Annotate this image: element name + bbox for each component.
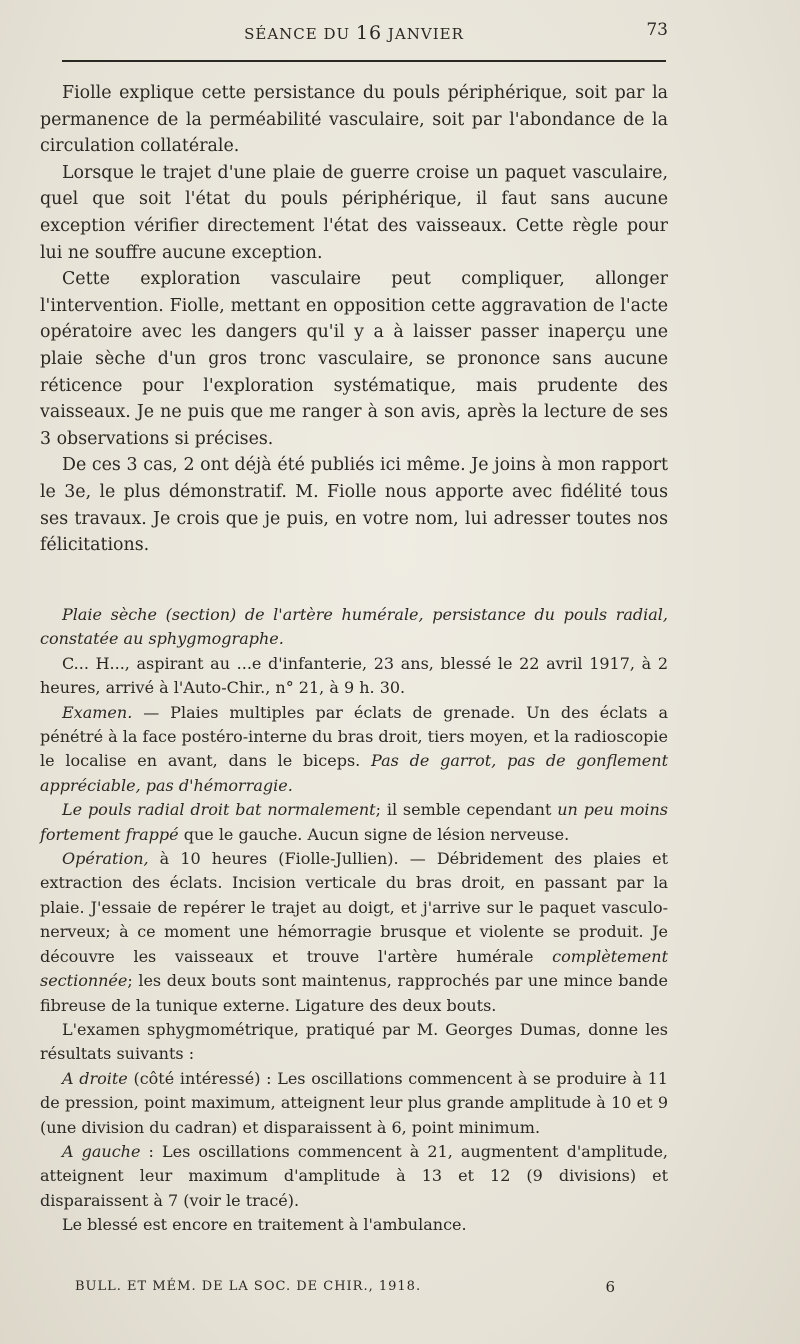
header-rule [62,60,666,62]
running-header [40,18,668,44]
case-identity: C... H..., aspirant au ...e d'infanterie, 23 ans, blessé le 22 avril 1917, à 2 heures, arrivé à l'Auto-Chir., n° 21, à 9 h. 30. [40,653,668,698]
case-report [40,603,668,1238]
paragraph: De ces 3 cas, 2 ont déjà été publiés ici même. Je joins à mon rapport le 3e, le plus démonstratif. M. Fiolle nous apporte avec fidélité tous ses travaux. Je crois que je puis, en votre nom, lui adresser toutes nos félicitations. [40,455,668,556]
pulse-text-1: ; il semble cependant [375,800,558,820]
paragraph: Cette exploration vasculaire peut compliquer, allonger l'intervention. Fiolle, mettant en opposition cette aggravation de l'acte opératoire avec les dangers qu'il y a à laisser passer inaperçu une plaie sèche d'un gros tronc vasculaire, se prononce sans aucune réticence pour l'exploration systématique, mais prudente des vaisseaux. Je ne puis que me ranger à son avis, après la lecture de ses 3 observations si précises. [40,269,668,449]
op-italic: complètement sectionnée [40,946,668,991]
case-sphygmo: L'examen sphygmométrique, pratiqué par M. Georges Dumas, donne les résultats suivants : [40,1019,668,1064]
op-label: Opération, [62,849,149,869]
pulse-text-2: que le gauche. Aucun signe de lésion nerveuse. [178,824,570,844]
footer-journal: BULL. ET MÉM. DE LA SOC. DE CHIR., 1918. [75,1279,422,1294]
header-title-pre: SÉANCE DU [244,25,356,43]
right-label: A droite [62,1068,128,1088]
op-text-2: ; les deux bouts sont maintenus, rapprochés par une mince bande fibreuse de la tunique externe. Ligature des deux bouts. [40,971,668,1015]
case-pulse [40,798,668,847]
op-text-1: à 10 heures (Fiolle-Jullien). — Débridement des plaies et extraction des éclats. Incision verticale du bras droit, en passant par la plaie. J'essaie de repérer le trajet au doigt, et j'arrive sur le paquet vasculo-nerveux; à ce moment une hémorragie brusque et violente se produit. Je découvre les vaisseaux et trouve l'artère humérale [40,849,668,966]
case-closing: Le blessé est encore en traitement à l'ambulance. [62,1215,467,1235]
page-footer [75,1279,635,1299]
paragraph: Fiolle explique cette persistance du pouls périphérique, soit par la permanence de la perméabilité vasculaire, soit par l'abondance de la circulation collatérale. [40,83,668,157]
left-label: A gauche [62,1141,141,1161]
pulse-italic-1: Le pouls radial droit bat normalement [62,800,376,820]
paragraph: Lorsque le trajet d'une plaie de guerre croise un paquet vasculaire, quel que soit l'état du pouls périphérique, il faut sans aucune exception vérifier directement l'état des vaisseaux. Cette règle pour lui ne souffre aucune exception. [40,162,668,263]
exam-italic: Pas de garrot, pas de gonflement appréciable, pas d'hémorragie. [40,751,668,795]
case-title: Plaie sèche (section) de l'artère humérale, persistance du pouls radial, constatée au sphygmographe. [40,605,668,649]
header-title [40,22,668,44]
pulse-italic-2: un peu moins fortement frappé [40,800,669,844]
right-text: (côté intéressé) : Les oscillations commencent à se produire à 11 de pression, point maximum, atteignent leur plus grande amplitude à 10 et 9 (une division du cadran) et disparaissent à 6, point minimum. [40,1068,668,1137]
case-left [40,1140,668,1213]
left-text: : Les oscillations commencent à 21, augmentent d'amplitude, atteignent leur maximum d'amplitude à 13 et 12 (9 divisions) et disparaissent à 7 (voir le tracé). [40,1141,668,1210]
header-title-day: 16 [355,22,383,44]
case-right [40,1067,668,1140]
footer-signature: 6 [605,1278,615,1296]
case-exam [40,701,668,799]
exam-label: Examen. [62,702,133,722]
exam-text: — Plaies multiples par éclats de grenade. Un des éclats a pénétré à la face postéro-interne du bras droit, tiers moyen, et la radioscopie le localise en avant, dans le biceps. [40,702,668,771]
header-title-month: JANVIER [382,25,464,43]
page-number: 73 [646,20,668,40]
case-operation [40,847,668,1018]
report-body [40,80,668,559]
